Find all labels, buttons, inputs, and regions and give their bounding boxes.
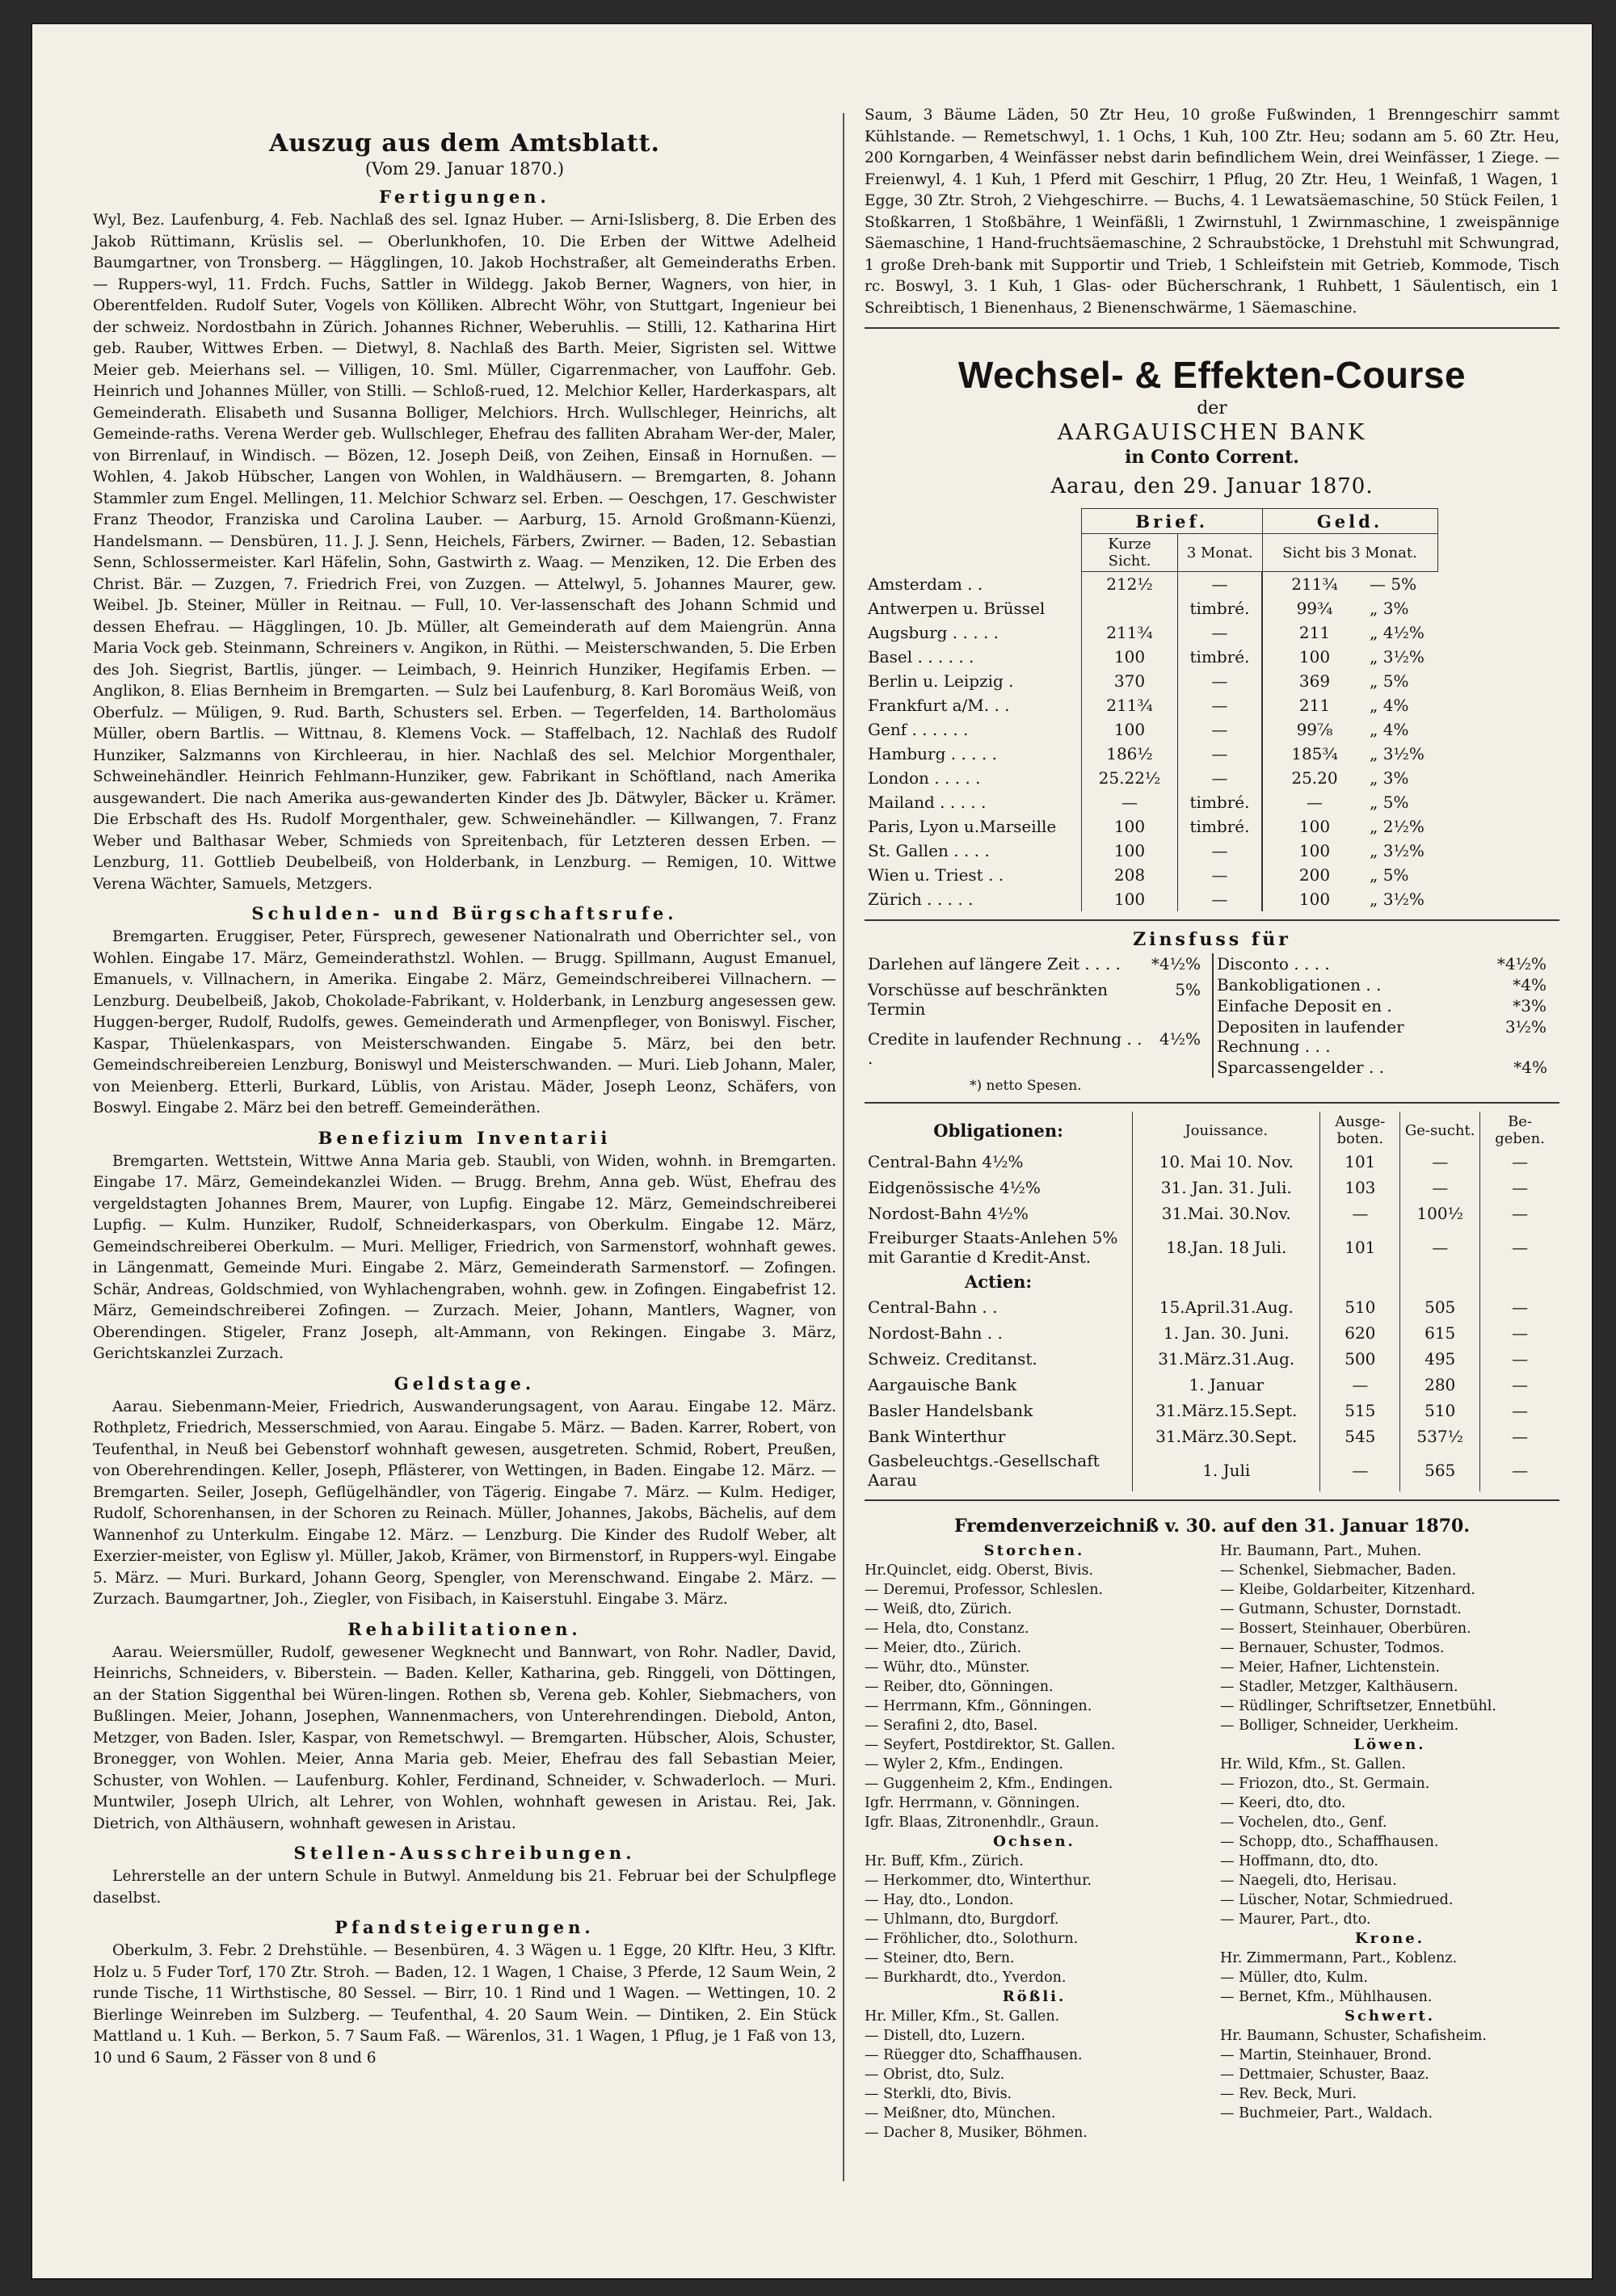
exchange-place: Basel . . . . . . bbox=[868, 647, 974, 667]
security-gesucht: 510 bbox=[1400, 1398, 1480, 1423]
exchange-kurz: 100 bbox=[1082, 887, 1178, 911]
section-text: Lehrerstelle an der untern Schule in Butwyl. Anmeldung bis 21. Februar bei der Schulpflege daselbst. bbox=[93, 1868, 836, 1907]
exchange-table bbox=[865, 508, 1438, 911]
security-jouissance: 31.März.30.Sept. bbox=[1133, 1423, 1320, 1449]
exchange-geld: 100 bbox=[1262, 814, 1366, 839]
guest-entry: — Maurer, Part., dto. bbox=[1220, 1911, 1371, 1928]
guest-entry: Hr. Baumann, Part., Muhen. bbox=[1220, 1543, 1422, 1559]
guest-entry: — Gutmann, Schuster, Dornstadt. bbox=[1220, 1601, 1462, 1617]
security-name: Aargauische Bank bbox=[868, 1375, 1017, 1394]
zins-row bbox=[865, 979, 1204, 1028]
security-row bbox=[865, 1294, 1559, 1320]
guest-entry: — Kleibe, Goldarbeiter, Kitzenhard. bbox=[1220, 1582, 1475, 1598]
security-name: Schweiz. Creditanst. bbox=[868, 1349, 1037, 1369]
guest-entry: — Seyfert, Postdirektor, St. Gallen. bbox=[865, 1737, 1116, 1753]
fremden-col-1 bbox=[865, 1541, 1204, 2143]
guest-entry: — Hoffmann, dto, dto. bbox=[1220, 1853, 1378, 1869]
section-text: Bremgarten. Wettstein, Wittwe Anna Maria geb. Staubli, von Widen, wohnh. in Bremgarten. Eingabe 17. März, Gemeindekanzlei Widen. — Brugg. Brehm, Anna geb. Wüst, Ehefrau des vergeldstagten Johannes Brem, Maurer, von Lupfig. Eingabe 12. März, Gemeindschreiberei Lupfig. — Kulm. Hunziker, Rudolf, Schneiderkaspars, von Oberkulm. Eingabe 12. März, Gemeindschreiberei Oberkulm. — Muri. Melliger, Friedrich, von Sarmenstorf, wohnhaft gewes. in Längenmatt, Gemeinde Muri. Eingabe 2. März, Gemeinderath Sarmenstorf. — Zofingen. Schär, Andreas, Goldschmied, von Wyhlachengraben, wohnh. gew. in Zofingen. Eingabefrist 12. März, Gemeindschreiberei Zofingen. — Zurzach. Meier, Johann, Mantlers, Wagner, von Oberendingen. Stigeler, Franz Joseph, alt-Ammann, von Rekingen. Eingabe 3. März, Gerichtskanzlei Zurzach. bbox=[93, 1152, 836, 1362]
guest-entry: — Hay, dto., London. bbox=[865, 1892, 1014, 1908]
hotel-name: Löwen. bbox=[1353, 1736, 1426, 1753]
guest-entry: — Martin, Steinhauer, Brond. bbox=[1220, 2047, 1432, 2063]
section-heading: Fertigungen. bbox=[379, 187, 550, 207]
exchange-geld: 99⅞ bbox=[1262, 717, 1366, 742]
exchange-kurz: 100 bbox=[1082, 839, 1178, 863]
exchange-date: Aarau, den 29. Januar 1870. bbox=[1050, 474, 1374, 498]
zinsfuss-left bbox=[865, 953, 1204, 1078]
hotel-name: Krone. bbox=[1355, 1930, 1425, 1947]
zins-rate: 5% bbox=[1175, 979, 1201, 999]
guest-entry: — Wyler 2, Kfm., Endingen. bbox=[865, 1756, 1064, 1772]
exchange-row bbox=[865, 766, 1437, 790]
guest-entry: Hr. Buff, Kfm., Zürich. bbox=[865, 1853, 1024, 1869]
section-text: Bremgarten. Eruggiser, Peter, Fürsprech, gewesener Nationalrath und Oberrichter sel., von Wohlen. Eingabe 17. März, Gemeinderathstzl. Wohlen. — Brugg. Spillmann, August Emanuel, Emanuels, v. Villnachern, in Amerika. Eingabe 2. März, Gemeindschreiberei Villnachern. — Lenzburg. Deubelbeiß, Jakob, Chokolade-Fabrikant, v. Holderbank, in Lenzburg angesessen gew. Huggen-berger, Rudolf, Rudolfs, gewes. Gemeinderath und Armenpfleger, von Boniswyl. Fischer, Kaspar, Thüelenkaspars, von Meisterschwanden. Eingabe 5. März, bei den betr. Gemeindschreibereien Lenzburg, Boniswyl und Meisterschwanden. — Muri. Lieb Johann, Maler, von Meienberg. Etterli, Burkard, Lüblis, von Aristau. Mäder, Joseph Leonz, Schäfers, von Boswyl. Eingabe 2. März bei den betreff. Gemeinderäthen. bbox=[93, 928, 836, 1116]
exchange-row bbox=[865, 596, 1437, 620]
zins-label: Sparcassengelder . . bbox=[1217, 1058, 1385, 1077]
exchange-rate: „ 5% bbox=[1370, 793, 1409, 812]
obligationen-table bbox=[865, 1112, 1559, 1491]
fremden-title: Fremdenverzeichniß v. 30. auf den 31. Januar 1870. bbox=[953, 1516, 1471, 1537]
exchange-kurz: 208 bbox=[1082, 863, 1178, 887]
zins-label: Vorschüsse auf beschränkten Termin bbox=[868, 979, 1108, 1019]
column-divider bbox=[843, 113, 844, 2181]
hotel-name: Ochsen. bbox=[993, 1833, 1075, 1850]
guest-entry: Hr. Miller, Kfm., St. Gallen. bbox=[865, 2008, 1060, 2025]
zins-rate: 4½% bbox=[1159, 1028, 1201, 1049]
col-ausg: Ausge-boten. bbox=[1320, 1112, 1400, 1149]
exchange-3m: — bbox=[1178, 572, 1263, 597]
col-ges: Ge-sucht. bbox=[1400, 1112, 1480, 1149]
guest-entry: — Friozon, dto., St. Germain. bbox=[1220, 1776, 1430, 1792]
security-row bbox=[865, 1149, 1559, 1175]
guest-entry: — Reiber, dto, Gönningen. bbox=[865, 1679, 1054, 1695]
divider bbox=[865, 1499, 1559, 1501]
exchange-kurz: 370 bbox=[1082, 669, 1178, 693]
exchange-3m: — bbox=[1178, 620, 1263, 645]
exchange-place: Antwerpen u. Brüssel bbox=[868, 599, 1046, 618]
zins-row bbox=[865, 953, 1204, 979]
exchange-rate: — 5% bbox=[1370, 574, 1417, 594]
exchange-kurz: 100 bbox=[1082, 645, 1178, 669]
exchange-rate: „ 3½% bbox=[1370, 841, 1425, 860]
exchange-row bbox=[865, 620, 1437, 645]
security-begeben: — bbox=[1480, 1226, 1559, 1268]
exchange-kurz: 211¾ bbox=[1082, 693, 1178, 717]
section-text: Aarau. Siebenmann-Meier, Friedrich, Auswanderungsagent, von Aarau. Eingabe 12. März. Rothpletz, Friedrich, Messerschmied, von Aarau. Eingabe 5. März. — Baden. Karrer, Robert, von Teufenthal, in Neuß bei Gebenstorf wohnhaft gewesen, ausgetreten. Schmid, Robert, Preußen, von Oberehrendingen. Keller, Joseph, Pflästerer, von Wettingen, in Baden. Eingabe 12. März. — Bremgarten. Seiler, Joseph, Geflügelhändler, von Tägerig. Eingabe 7. März. — Kulm. Hediger, Rudolf, Schorenhansen, in der Schoren zu Reinach. Müller, Johannes, Jakobs, Bächelis, auf dem Wannenhof zu Unterkulm. Eingabe 12. März. — Lenzburg. Die Kinder des Rudolf Weber, alt Exerzier-meister, von Eglisw yl. Müller, Jakob, Krämer, von Birmenstorf, in Ruppers-wyl. Eingabe 5. März. — Muri. Burkard, Johann Georg, Spengler, von Merenschwand. Eingabe 2. März. — Zurzach. Baumgartner, Joh., Ziegler, von Fisibach, in Kaiserstuhl. Eingabe 3. März. bbox=[93, 1398, 836, 1608]
exchange-row bbox=[865, 717, 1437, 742]
security-begeben: — bbox=[1480, 1372, 1559, 1398]
col-beg: Be-geben. bbox=[1480, 1112, 1559, 1149]
exchange-geld: 211¾ bbox=[1262, 572, 1366, 597]
security-row bbox=[865, 1449, 1559, 1491]
exchange-3m: timbré. bbox=[1178, 645, 1263, 669]
security-jouissance: 10. Mai 10. Nov. bbox=[1133, 1149, 1320, 1175]
col-geld: Sicht bis 3 Monat. bbox=[1262, 534, 1437, 572]
guest-entry: — Rüdlinger, Schriftsetzer, Ennetbühl. bbox=[1220, 1698, 1496, 1714]
section-text: Wyl, Bez. Laufenburg, 4. Feb. Nachlaß des sel. Ignaz Huber. — Arni-Islisberg, 8. Die Erben des Jakob Rüttimann, Krüslis sel. — Oberlunkhofen, 10. Die Erben der Wittwe Adelheid Baumgartner, von Tronsberg. — Hägglingen, 10. Jakob Hochstraßer, alt Gemeinderaths Erben. — Ruppers-wyl, 11. Frdch. Fuchs, Sattler in Wildegg. Jakob Berner, Wagners, von hier, in Oberentfelden. Rudolf Suter, Vogels von Kölliken. Albrecht Wöhr, von Stuttgart, Ingenieur bei der schweiz. Nordostbahn in Zürich. Johannes Richner, Weberuhlis. — Stilli, 12. Katharina Hirt geb. Rauber, Wittwes Erben. — Dietwyl, 8. Nachlaß des Barth. Meier, Sigristen sel. Wittwe Meier geb. Meierhans sel. — Villigen, 10. Sml. Müller, Cigarrenmacher, von Lauffohr. Geb. Heinrich und Johannes Müller, von Stilli. — Schloß-rued, 12. Melchior Keller, Harderkaspars, alt Gemeinderath. Elisabeth und Susanna Bolliger, Melchiors. Hrch. Wullschleger, Heinrichs, alt Gemeinde-raths. Verena Werder geb. Wullschleger, Ehefrau des falliten Abraham Wer-der, Maler, von Birrenlauf, in Windisch. — Bözen, 12. Joseph Deiß, von Zeihen, Einsaß in Hornußen. — Wohlen, 4. Jakob Hübscher, Langen von Wohlen, in Waldhäusern. — Bremgarten, 8. Johann Stammler zum Engel. Mellingen, 11. Melchior Schwarz sel. Erben. — Oeschgen, 17. Geschwister Franz Theodor, Franziska und Carolina Lauber. — Aarburg, 15. Arnold Großmann-Küenzi, Handelsmann. — Densbüren, 11. J. J. Senn, Heichels, Färbers, Zwirner. — Baden, 12. Sebastian Senn, Schlossermeister. Karl Häfelin, Sohn, Gastwirth z. Waag. — Menziken, 12. Die Erben des Christ. Bär. — Zuzgen, 7. Friedrich Frei, von Zuzgen. — Attelwyl, 5. Johannes Maurer, gew. Weibel. Jb. Steiner, Müller in Reitnau. — Full, 10. Ver-lassenschaft des Johann Schmid und dessen Ehefrau. — Hägglingen, 10. Jb. Müller, alt Gemeinderath auf dem Maiengrün. Anna Maria Vock geb. Steinmann, Schreiners v. Angikon, in Rüthi. — Meisterschwanden, 5. Die Erben des Joh. Siegrist, Bartlis, jünger. — Leimbach, 9. Heinrich Hunziker, Hegifamis Erben. — Anglikon, 8. Elias Bernheim in Bremgarten. — Sulz bei Laufenburg, 8. Karl Boromäus Weiß, von Oberfulz. — Müligen, 9. Rud. Barth, Schusters sel. Erben. — Tegerfelden, 14. Bartholomäus Müller, obern Bartlis. — Wittnau, 8. Klemens Vock. — Staffelbach, 12. Nachlaß des Rudolf Hunziker, Salzmanns von Kirchleerau, in hier. Nachlaß des sel. Melchior Morgenthaler, Schweinehändler. Heinrich Fehlmann-Hunziker, gew. Fabrikant in Schöftland, nach Amerika ausgewandert. Die nach Amerika aus-gewanderten Kinder des Jb. Dätwyler, Bäcker u. Krämer. Die Erbschaft des Hs. Rudolf Morgenthaler, gew. Schweinehändler. — Killwangen, 7. Franz Weber und Balthasar Weber, Schmieds von Spreitenbach, für Letzteren dessen Erben. — Lenzburg, 11. Gottlieb Deubelbeiß, von Holderbank, in Lenzburg. — Remigen, 10. Wittwe Verena Wächter, Samuels, Metzgers. bbox=[93, 212, 836, 893]
exchange-rows bbox=[865, 572, 1437, 912]
exchange-3m: timbré. bbox=[1178, 814, 1263, 839]
security-begeben: — bbox=[1480, 1423, 1559, 1449]
group-brief: Brief. bbox=[1082, 509, 1263, 534]
exchange-geld: 200 bbox=[1262, 863, 1366, 887]
guest-entry: — Dacher 8, Musiker, Böhmen. bbox=[865, 2125, 1088, 2141]
exchange-geld: 100 bbox=[1262, 645, 1366, 669]
guest-entry: — Rüegger dto, Schaffhausen. bbox=[865, 2047, 1083, 2063]
security-jouissance: 31.März.31.Aug. bbox=[1133, 1346, 1320, 1372]
security-begeben: — bbox=[1480, 1175, 1559, 1201]
col-3m: 3 Monat. bbox=[1178, 534, 1263, 572]
guest-entry: — Fröhlicher, dto., Solothurn. bbox=[865, 1931, 1079, 1947]
guest-entry: — Bernauer, Schuster, Todmos. bbox=[1220, 1640, 1445, 1656]
exchange-rate: „ 3½% bbox=[1370, 647, 1425, 667]
exchange-geld: 25.20 bbox=[1262, 766, 1366, 790]
security-begeben: — bbox=[1480, 1346, 1559, 1372]
exchange-place: St. Gallen . . . . bbox=[868, 841, 990, 860]
exchange-rate: „ 5% bbox=[1370, 671, 1409, 691]
security-gesucht: 537½ bbox=[1400, 1423, 1480, 1449]
guest-entry: — Bolliger, Schneider, Uerkheim. bbox=[1220, 1718, 1459, 1734]
zins-row bbox=[1213, 1057, 1551, 1078]
guest-entry: — Sterkli, dto, Bivis. bbox=[865, 2086, 1012, 2102]
exchange-geld: — bbox=[1262, 790, 1366, 814]
exchange-kurz: — bbox=[1082, 790, 1178, 814]
guest-entry: — Vochelen, dto., Genf. bbox=[1220, 1815, 1387, 1831]
exchange-kurz: 212½ bbox=[1082, 572, 1178, 597]
guest-entry: — Herkommer, dto, Winterthur. bbox=[865, 1873, 1092, 1889]
exchange-rate: „ 3% bbox=[1370, 599, 1409, 618]
zinsfuss-right bbox=[1212, 953, 1551, 1078]
exchange-3m: — bbox=[1178, 717, 1263, 742]
security-jouissance: 18.Jan. 18 Juli. bbox=[1133, 1226, 1320, 1268]
exchange-rate: „ 4% bbox=[1370, 696, 1409, 715]
exchange-kurz: 186½ bbox=[1082, 742, 1178, 766]
exchange-geld: 100 bbox=[1262, 839, 1366, 863]
exchange-place: Mailand . . . . . bbox=[868, 793, 987, 812]
security-begeben: — bbox=[1480, 1294, 1559, 1320]
security-ausgeboten: 620 bbox=[1320, 1320, 1400, 1346]
hotel-name: Storchen. bbox=[983, 1542, 1085, 1559]
obligationen-head: Obligationen: bbox=[933, 1120, 1063, 1141]
exchange-place: Berlin u. Leipzig . bbox=[868, 671, 1014, 691]
security-ausgeboten: — bbox=[1320, 1201, 1400, 1226]
exchange-3m: timbré. bbox=[1178, 790, 1263, 814]
security-gesucht: — bbox=[1400, 1149, 1480, 1175]
zins-row bbox=[1213, 995, 1551, 1016]
zins-rate: *3% bbox=[1513, 996, 1547, 1016]
zins-row bbox=[1213, 1016, 1551, 1057]
exchange-3m: — bbox=[1178, 839, 1263, 863]
exchange-kurz: 211¾ bbox=[1082, 620, 1178, 645]
guest-entry: — Lüscher, Notar, Schmiedrued. bbox=[1220, 1892, 1454, 1908]
guest-entry: — Wühr, dto., Münster. bbox=[865, 1659, 1030, 1676]
security-row bbox=[865, 1320, 1559, 1346]
security-row bbox=[865, 1346, 1559, 1372]
guest-entry: — Keeri, dto, dto. bbox=[1220, 1795, 1346, 1811]
zins-row bbox=[865, 1028, 1204, 1078]
zins-row bbox=[1213, 953, 1551, 974]
security-jouissance: 31. Jan. 31. Juli. bbox=[1133, 1175, 1320, 1201]
security-jouissance: 15.April.31.Aug. bbox=[1133, 1294, 1320, 1320]
exchange-geld: 100 bbox=[1262, 887, 1366, 911]
exchange-3m: — bbox=[1178, 693, 1263, 717]
guest-entry: — Schopp, dto., Schaffhausen. bbox=[1220, 1834, 1439, 1850]
guest-entry: — Buchmeier, Part., Waldach. bbox=[1220, 2105, 1433, 2121]
security-begeben: — bbox=[1480, 1398, 1559, 1423]
col-kurz: Kurze Sicht. bbox=[1082, 534, 1178, 572]
security-jouissance: 1. Jan. 30. Juni. bbox=[1133, 1320, 1320, 1346]
exchange-place: Amsterdam . . bbox=[868, 574, 983, 594]
amtsblatt-date: (Vom 29. Januar 1870.) bbox=[364, 159, 565, 179]
amtsblatt-title: Auszug aus dem Amtsblatt. bbox=[269, 129, 660, 158]
security-row bbox=[865, 1398, 1559, 1423]
security-ausgeboten: 103 bbox=[1320, 1175, 1400, 1201]
guest-entry: — Bernet, Kfm., Mühlhausen. bbox=[1220, 1989, 1433, 2005]
guest-entry: — Distell, dto, Luzern. bbox=[865, 2028, 1025, 2044]
exchange-place: Wien u. Triest . . bbox=[868, 865, 1004, 885]
section-heading: Benefizium Inventarii bbox=[318, 1127, 612, 1148]
exchange-rate: „ 3½% bbox=[1370, 744, 1425, 763]
security-name: Nordost-Bahn 4½% bbox=[868, 1204, 1029, 1223]
exchange-3m: — bbox=[1178, 669, 1263, 693]
zinsfuss-note: *) netto Spesen. bbox=[970, 1078, 1082, 1094]
fremden-columns bbox=[865, 1541, 1559, 2143]
guest-entry: Hr. Wild, Kfm., St. Gallen. bbox=[1220, 1756, 1406, 1772]
security-name: Bank Winterthur bbox=[868, 1427, 1006, 1446]
guest-entry: — Guggenheim 2, Kfm., Endingen. bbox=[865, 1776, 1113, 1792]
exchange-3m: — bbox=[1178, 766, 1263, 790]
zins-rate: 3½% bbox=[1504, 1017, 1547, 1037]
security-jouissance: 1. Juli bbox=[1133, 1449, 1320, 1491]
exchange-kurz bbox=[1082, 596, 1178, 620]
security-jouissance: 1. Januar bbox=[1133, 1372, 1320, 1398]
zins-row bbox=[1213, 974, 1551, 995]
exchange-geld: 211 bbox=[1262, 693, 1366, 717]
guest-entry: — Meier, Hafner, Lichtenstein. bbox=[1220, 1659, 1440, 1676]
security-jouissance: 31.März.15.Sept. bbox=[1133, 1398, 1320, 1423]
exchange-geld: 99¾ bbox=[1262, 596, 1366, 620]
aktien-head: Actien: bbox=[965, 1271, 1033, 1292]
security-ausgeboten: 545 bbox=[1320, 1423, 1400, 1449]
exchange-geld: 211 bbox=[1262, 620, 1366, 645]
corner bbox=[865, 534, 1082, 572]
exchange-3m: — bbox=[1178, 863, 1263, 887]
zins-label: Bankobligationen . . bbox=[1217, 975, 1382, 995]
exchange-place: Frankfurt a/M. . . bbox=[868, 696, 1010, 715]
guest-entry: — Bossert, Steinhauer, Oberbüren. bbox=[1220, 1621, 1471, 1637]
guest-entry: Igfr. Blaas, Zitronenhdlr., Graun. bbox=[865, 1815, 1100, 1831]
guest-entry: — Naegeli, dto, Herisau. bbox=[1220, 1873, 1397, 1889]
security-gesucht: — bbox=[1400, 1226, 1480, 1268]
guest-entry: — Müller, dto, Kulm. bbox=[1220, 1970, 1368, 1986]
exchange-place: Hamburg . . . . . bbox=[868, 744, 997, 763]
guest-entry: — Dettmaier, Schuster, Baaz. bbox=[1220, 2067, 1429, 2083]
guest-entry: — Burkhardt, dto., Yverdon. bbox=[865, 1970, 1067, 1986]
guest-entry: — Steiner, dto, Bern. bbox=[865, 1950, 1015, 1966]
exchange-conto: in Conto Corrent. bbox=[1125, 447, 1299, 468]
zinsfuss-block bbox=[865, 953, 1559, 1078]
guest-entry: — Serafini 2, dto, Basel. bbox=[865, 1718, 1038, 1734]
guest-entry: — Meier, dto., Zürich. bbox=[865, 1640, 1022, 1656]
exchange-row bbox=[865, 863, 1437, 887]
exchange-bank: AARGAUISCHEN BANK bbox=[1057, 420, 1367, 445]
exchange-title: Wechsel- & Effekten-Course bbox=[957, 354, 1467, 396]
zins-rate: *4½% bbox=[1496, 954, 1547, 973]
security-row bbox=[865, 1372, 1559, 1398]
exchange-row bbox=[865, 693, 1437, 717]
security-ausgeboten: 101 bbox=[1320, 1149, 1400, 1175]
newspaper-page bbox=[32, 24, 1592, 2278]
guest-entry: — Hela, dto, Constanz. bbox=[865, 1621, 1029, 1637]
hotel-name: Schwert. bbox=[1344, 2008, 1436, 2025]
divider bbox=[865, 919, 1559, 921]
security-begeben: — bbox=[1480, 1449, 1559, 1491]
guest-entry: — Uhlmann, dto, Burgdorf. bbox=[865, 1911, 1059, 1928]
section-heading: Geldstage. bbox=[393, 1373, 536, 1394]
section-heading: Rehabilitationen. bbox=[347, 1618, 582, 1639]
exchange-rate: „ 4% bbox=[1370, 720, 1409, 739]
exchange-place: Genf . . . . . . bbox=[868, 720, 969, 739]
exchange-row bbox=[865, 742, 1437, 766]
guest-entry: — Deremui, Professor, Schleslen. bbox=[865, 1582, 1104, 1598]
zins-rate: *4% bbox=[1513, 975, 1547, 995]
guest-entry: Hr. Zimmermann, Part., Koblenz. bbox=[1220, 1950, 1458, 1966]
exchange-rate: „ 2½% bbox=[1370, 817, 1425, 836]
auction-continuation: Saum, 3 Bäume Läden, 50 Ztr Heu, 10 große Fußwinden, 1 Brenngeschirr sammt Kühlstande. — Remetschwyl, 1. 1 Ochs, 1 Kuh, 100 Ztr. Heu; sodann am 5. 60 Ztr. Heu, 200 Korngarben, 4 Weinfässer nebst darin befindlichem Wein, drei Weinfässer, 1 Ziege. — Freienwyl, 4. 1 Kuh, 1 Pferd mit Geschirr, 1 Pflug, 20 Ztr. Heu, 1 Weinfaß, 1 Wagen, 1 Egge, 30 Ztr. Stroh, 2 Viehgeschirre. — Buchs, 4. 1 Lewatsäemaschine, 50 Stück Feilen, 1 Stoßkarren, 1 Stoßbähre, 1 Weinfäßli, 1 Zwirnstuhl, 1 Zwirnmaschine, 1 zweispännige Säemaschine, 1 Hand-fruchtsäemaschine, 2 Schraubstöcke, 1 Drehstuhl mit Schwungrad, 1 große Dreh-bank mit Supportir und Trieb, 1 Schleifstein mit Getrieb, Kommode, Tisch rc. Boswyl, 3. 1 Kuh, 1 Glas- oder Bücherschrank, 1 Ruhbett, 1 Säulentisch, ein 1 Schreibtisch, 1 Bienenhaus, 2 Bienenschwärme, 1 Säemaschine. bbox=[865, 107, 1559, 317]
zinsfuss-title: Zinsfuss für bbox=[1133, 929, 1291, 950]
security-begeben: — bbox=[1480, 1320, 1559, 1346]
exchange-rate: „ 3% bbox=[1370, 768, 1409, 788]
right-column bbox=[865, 105, 1559, 2143]
guest-entry: Hr. Baumann, Schuster, Schafisheim. bbox=[1220, 2028, 1487, 2044]
zins-label: Einfache Deposit en . bbox=[1217, 996, 1392, 1016]
zins-rate: *4½% bbox=[1151, 954, 1201, 973]
security-name: Nordost-Bahn . . bbox=[868, 1323, 1003, 1343]
zins-label: Credite in laufender Rechnung . . . bbox=[868, 1028, 1143, 1068]
security-name: Freiburger Staats-Anlehen 5% mit Garantie d Kredit-Anst. bbox=[868, 1228, 1118, 1267]
guest-entry: — Rev. Beck, Muri. bbox=[1220, 2086, 1357, 2102]
security-row bbox=[865, 1201, 1559, 1226]
section-text: Oberkulm, 3. Febr. 2 Drehstühle. — Besenbüren, 4. 3 Wägen u. 1 Egge, 20 Klftr. Heu, 3 Klftr. Holz u. 5 Fuder Torf, 170 Ztr. Stroh. — Baden, 12. 1 Wagen, 1 Chaise, 3 Pferde, 12 Saum Wein, 2 runde Tische, 11 Wirthstische, 80 Sessel. — Birr, 10. 1 Rind und 1 Wagen. — Wettingen, 10. 2 Bierlinge Weinreben im Sulzberg. — Teufenthal, 4. 20 Saum Wein. — Dintiken, 2. Ein Stück Mattland u. 1 Kuh. — Berkon, 5. 7 Saum Faß. — Wärenlos, 31. 1 Wagen, 1 Pflug, je 1 Faß von 13, 10 und 6 Saum, 2 Fässer von 8 und 6 bbox=[93, 1942, 836, 2067]
guest-entry: Igfr. Herrmann, v. Gönningen. bbox=[865, 1795, 1080, 1811]
section-heading: Schulden- und Bürgschaftsrufe. bbox=[251, 903, 678, 923]
section-heading: Stellen-Ausschreibungen. bbox=[293, 1843, 636, 1863]
security-gesucht: — bbox=[1400, 1175, 1480, 1201]
corner bbox=[865, 509, 1082, 534]
section-heading: Pfandsteigerungen. bbox=[335, 1917, 595, 1937]
security-row bbox=[865, 1423, 1559, 1449]
exchange-3m: — bbox=[1178, 742, 1263, 766]
exchange-rate: „ 3½% bbox=[1370, 889, 1425, 909]
security-gesucht: 280 bbox=[1400, 1372, 1480, 1398]
security-ausgeboten: — bbox=[1320, 1449, 1400, 1491]
exchange-row bbox=[865, 572, 1437, 597]
exchange-row bbox=[865, 645, 1437, 669]
security-ausgeboten: 101 bbox=[1320, 1226, 1400, 1268]
security-name: Central-Bahn 4½% bbox=[868, 1152, 1024, 1171]
exchange-geld: 369 bbox=[1262, 669, 1366, 693]
guest-entry: — Herrmann, Kfm., Gönningen. bbox=[865, 1698, 1092, 1714]
guest-entry: — Weiß, dto, Zürich. bbox=[865, 1601, 1012, 1617]
exchange-row bbox=[865, 669, 1437, 693]
security-begeben: — bbox=[1480, 1149, 1559, 1175]
exchange-place: Zürich . . . . . bbox=[868, 889, 974, 909]
guest-entry: — Obrist, dto, Sulz. bbox=[865, 2067, 1005, 2083]
security-ausgeboten: 510 bbox=[1320, 1294, 1400, 1320]
security-gesucht: 495 bbox=[1400, 1346, 1480, 1372]
security-gesucht: 505 bbox=[1400, 1294, 1480, 1320]
exchange-kurz: 25.22½ bbox=[1082, 766, 1178, 790]
exchange-kurz: 100 bbox=[1082, 814, 1178, 839]
security-ausgeboten: — bbox=[1320, 1372, 1400, 1398]
exchange-3m: — bbox=[1178, 887, 1263, 911]
guest-entry: — Stadler, Metzger, Kalthäusern. bbox=[1220, 1679, 1458, 1695]
guest-entry: Hr.Quinclet, eidg. Oberst, Bivis. bbox=[865, 1562, 1094, 1579]
security-gesucht: 615 bbox=[1400, 1320, 1480, 1346]
zins-label: Depositen in laufender Rechnung . . . bbox=[1217, 1017, 1404, 1056]
exchange-place: Paris, Lyon u.Marseille bbox=[868, 817, 1057, 836]
security-name: Eidgenössische 4½% bbox=[868, 1178, 1041, 1197]
security-ausgeboten: 500 bbox=[1320, 1346, 1400, 1372]
divider bbox=[865, 327, 1559, 329]
guest-entry: — Schenkel, Siebmacher, Baden. bbox=[1220, 1562, 1457, 1579]
security-gesucht: 565 bbox=[1400, 1449, 1480, 1491]
fremden-col-2 bbox=[1220, 1541, 1559, 2143]
hotel-name: Rößli. bbox=[1002, 1988, 1067, 2005]
left-column bbox=[93, 105, 836, 2069]
exchange-3m: timbré. bbox=[1178, 596, 1263, 620]
exchange-place: Augsburg . . . . . bbox=[868, 623, 999, 642]
col-jouis: Jouissance. bbox=[1133, 1112, 1320, 1149]
security-name: Central-Bahn . . bbox=[868, 1297, 998, 1317]
group-geld: Geld. bbox=[1262, 509, 1437, 534]
exchange-row bbox=[865, 814, 1437, 839]
exchange-row bbox=[865, 839, 1437, 863]
exchange-row bbox=[865, 887, 1437, 911]
security-begeben: — bbox=[1480, 1201, 1559, 1226]
guest-entry: — Meißner, dto, München. bbox=[865, 2105, 1056, 2121]
security-name: Basler Handelsbank bbox=[868, 1401, 1033, 1420]
exchange-place: London . . . . . bbox=[868, 768, 981, 788]
security-row bbox=[865, 1175, 1559, 1201]
zins-label: Darlehen auf längere Zeit . . . . bbox=[868, 954, 1121, 973]
security-gesucht: 100½ bbox=[1400, 1201, 1480, 1226]
exchange-der: der bbox=[1197, 398, 1227, 418]
divider bbox=[865, 1102, 1559, 1104]
security-ausgeboten: 515 bbox=[1320, 1398, 1400, 1423]
zins-rate: *4% bbox=[1513, 1058, 1547, 1077]
exchange-rate: „ 4½% bbox=[1370, 623, 1425, 642]
security-name: Gasbeleuchtgs.-Gesellschaft Aarau bbox=[868, 1451, 1100, 1490]
exchange-kurz: 100 bbox=[1082, 717, 1178, 742]
exchange-geld: 185¾ bbox=[1262, 742, 1366, 766]
section-text: Aarau. Weiersmüller, Rudolf, gewesener Wegknecht und Bannwart, von Rohr. Nadler, David, Heinrichs, Schneiders, v. Biberstein. — Baden. Keller, Katharina, geb. Ringgeli, von Döttingen, an der Station Siggenthal bei Würen-lingen. Rothen sb, Verena geb. Kohler, Siebmachers, von Bußlingen. Meier, Johann, Josephen, Wannenmachers, von Unterehrendingen. Diebold, Anton, Metzger, von Baden. Isler, Kaspar, von Remetschwyl. — Bremgarten. Hübscher, Alois, Schuster, Bronegger, von Wohlen. Meier, Anna Maria geb. Meier, Ehefrau des fall Sebastian Meier, Schuster, von Wohlen. — Laufenburg. Kohler, Ferdinand, Schneider, v. Schwaderloch. — Muri. Muntwiler, Joseph Ulrich, alt Lehrer, von Wohlen, wohnhaft gewesen in Aristau. Rei, Jak. Dietrich, von Althäusern, wohnhaft gewesen in Aristau. bbox=[93, 1643, 836, 1832]
exchange-rate: „ 5% bbox=[1370, 865, 1409, 885]
security-jouissance: 31.Mai. 30.Nov. bbox=[1133, 1201, 1320, 1226]
security-row bbox=[865, 1226, 1559, 1268]
exchange-row bbox=[865, 790, 1437, 814]
zins-label: Disconto . . . . bbox=[1217, 954, 1330, 973]
